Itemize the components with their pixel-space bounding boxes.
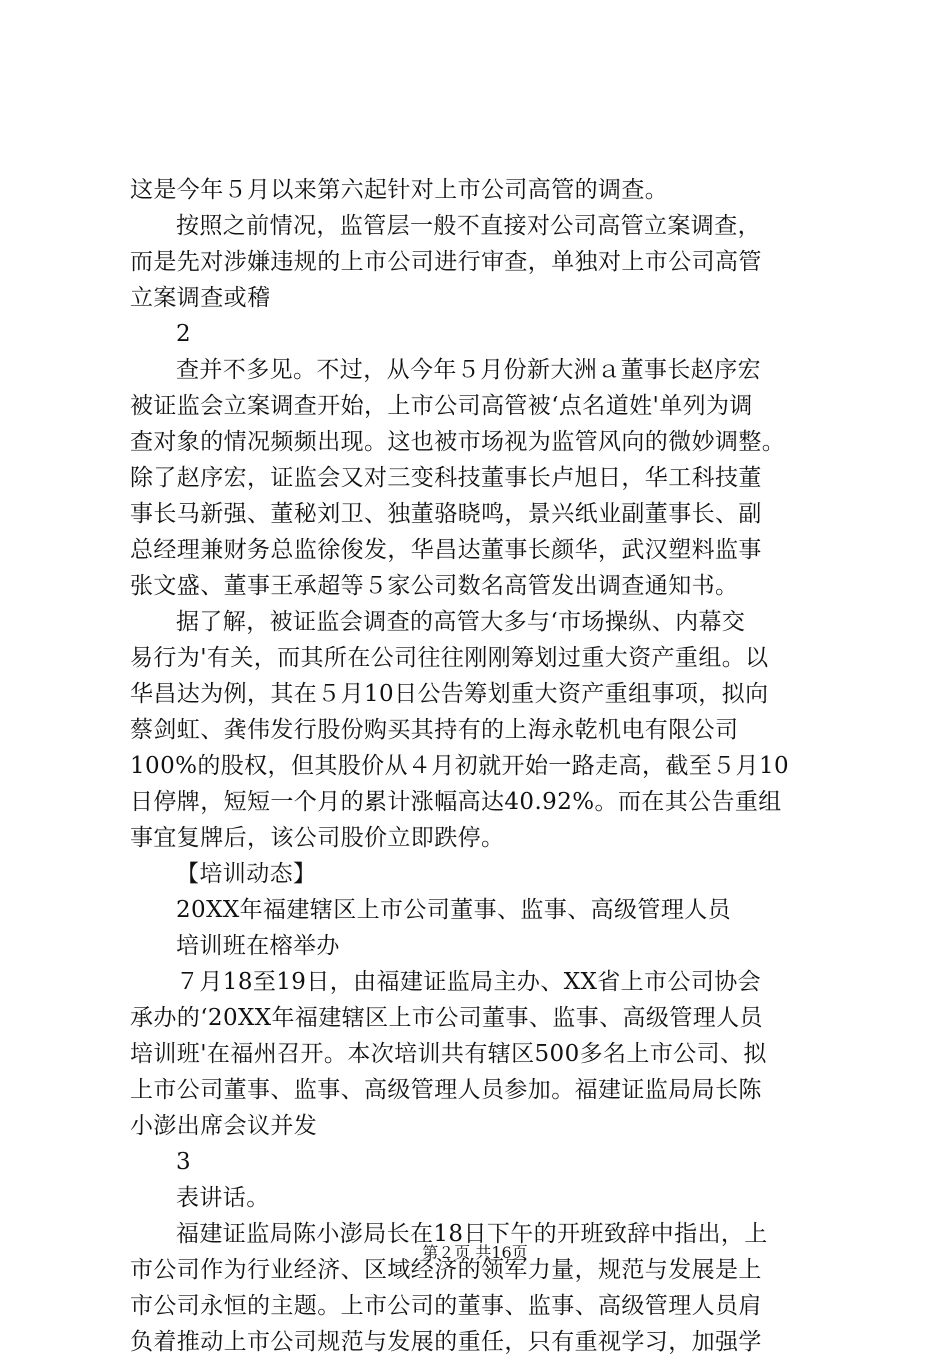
text-line: 表讲话。: [176, 1185, 270, 1211]
text-line: 张文盛、董事王承超等５家公司数名高管发出调查通知书。: [130, 573, 739, 599]
text-line: 据了解，被证监会调查的高管大多与‘市场操纵、内幕交: [176, 609, 746, 635]
text-line: 承办的‘20XX年福建辖区上市公司董事、监事、高级管理人员: [130, 1005, 763, 1031]
text-line: 3: [176, 1149, 192, 1175]
document-body: [130, 172, 830, 1360]
text-line: 除了赵序宏，证监会又对三变科技董事长卢旭日，华工科技董: [130, 465, 762, 491]
text-line: 查对象的情况频频出现。这也被市场视为监管风向的微妙调整。: [130, 429, 786, 455]
text-line: 小澎出席会议并发: [130, 1113, 318, 1139]
text-line: 培训班'在福州召开。本次培训共有辖区500多名上市公司、拟: [130, 1041, 767, 1067]
text-line: 这是今年５月以来第六起针对上市公司高管的调查。: [130, 177, 669, 203]
text-line: 被证监会立案调查开始，上市公司高管被‘点名道姓'单列为调: [130, 393, 753, 419]
text-line: 事宜复牌后，该公司股价立即跌停。: [130, 825, 505, 851]
text-line: 20XX年福建辖区上市公司董事、监事、高级管理人员: [176, 897, 732, 923]
text-line: 易行为'有关，而其所在公司往往刚刚筹划过重大资产重组。以: [130, 645, 769, 671]
text-line: 华昌达为例，其在５月10日公告筹划重大资产重组事项，拟向: [130, 681, 769, 707]
text-line: 按照之前情况，监管层一般不直接对公司高管立案调查，: [176, 213, 761, 239]
text-line: 事长马新强、董秘刘卫、独董骆晓鸣，景兴纸业副董事长、副: [130, 501, 762, 527]
text-line: 日停牌，短短一个月的累计涨幅高达40.92%。而在其公告重组: [130, 789, 782, 815]
text-line: 查并不多见。不过，从今年５月份新大洲ａ董事长赵序宏: [176, 357, 761, 383]
text-line: 立案调查或稽: [130, 285, 271, 311]
text-line: 市公司作为行业经济、区域经济的领军力量，规范与发展是上: [130, 1257, 762, 1283]
text-line: 上市公司董事、监事、高级管理人员参加。福建证监局局长陈: [130, 1077, 762, 1103]
page-footer: 第２页 共16页: [422, 1243, 528, 1262]
text-line: 福建证监局陈小澎局长在18日下午的开班致辞中指出，上: [176, 1221, 768, 1247]
text-line: 2: [176, 321, 192, 347]
text-line: 蔡剑虹、龚伟发行股份购买其持有的上海永乾机电有限公司: [130, 717, 739, 743]
text-line: 【培训动态】: [176, 861, 317, 887]
text-line: ７月18至19日，由福建证监局主办、XX省上市公司协会: [176, 969, 762, 995]
text-line: 培训班在榕举办: [176, 933, 340, 959]
text-line: 总经理兼财务总监徐俊发，华昌达董事长颜华，武汉塑料监事: [130, 537, 762, 563]
text-line: 负着推动上市公司规范与发展的重任，只有重视学习，加强学: [130, 1329, 762, 1355]
text-line: 100%的股权，但其股价从４月初就开始一路走高，截至５月10: [130, 753, 790, 779]
text-line: 而是先对涉嫌违规的上市公司进行审查，单独对上市公司高管: [130, 249, 762, 275]
text-line: 市公司永恒的主题。上市公司的董事、监事、高级管理人员肩: [130, 1293, 762, 1319]
